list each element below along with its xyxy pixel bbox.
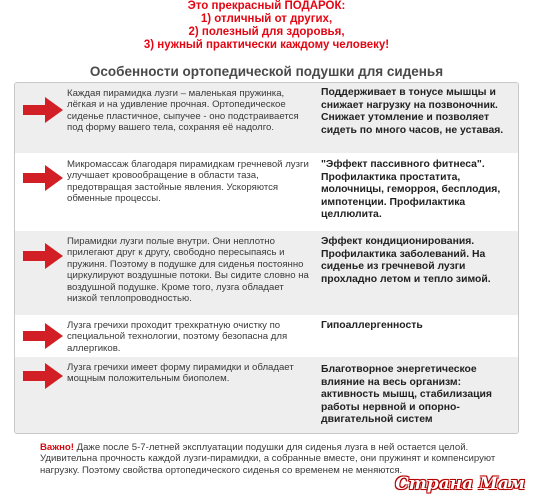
headline-line-1: Это прекрасный ПОДАРОК: xyxy=(187,0,346,12)
feature-row-2 xyxy=(15,153,518,231)
feature-row-5 xyxy=(15,357,518,434)
feature-benefit: Гипоаллергенность xyxy=(321,320,423,331)
important-note-text: Даже после 5-7-летней эксплуатации подушки для сиденья лузга в ней остается целой. Удивительна прочность каждой лузги-пирамидки, а собранные вместе, они пружинят и компенсируют нагрузку. Поэтому свойства ортопедического сиденья со временем не меняются. xyxy=(40,442,496,476)
site-watermark-logo: Страна Мам xyxy=(395,474,525,494)
feature-row-3 xyxy=(15,231,518,315)
important-label: Важно! xyxy=(40,442,74,453)
important-note xyxy=(40,442,510,476)
headline-line-4: 3) нужный практически каждому человеку! xyxy=(143,39,390,51)
feature-description: Микромассаж благодаря пирамидкам гречневой лузги улучшает кровообращение в области таза, предотвращая застойные явления. Ускоряются обменные процессы. xyxy=(67,159,309,205)
feature-benefit: Поддерживает в тонусе мышцы и снижает нагрузку на позвоночник. Снижает утомление и позволяет сидеть по много часов, не уставая. xyxy=(321,87,504,136)
arrow-right-icon xyxy=(21,163,65,193)
feature-row-1 xyxy=(15,83,518,153)
feature-description: Каждая пирамидка лузги – маленькая пружинка, лёгкая и на удивление прочная. Ортопедическое сиденье пластичное, сыпучее - оно подстраивается под форму вашего тела, сохраняя её надолго. xyxy=(67,88,299,134)
feature-description: Лузга гречихи проходит трехкратную очистку по специальной технологии, поэтому безопасна для аллергиков. xyxy=(67,320,288,354)
arrow-right-icon xyxy=(21,321,65,351)
feature-benefit: Эффект кондиционирования. Профилактика заболеваний. На сиденье из гречневой лузги прохладно летом и тепло зимой. xyxy=(321,236,491,285)
feature-benefit: Благотворное энергетическое влияние на весь организм: активность мышц, стабилизация работы нервной и опорно-двигательной систем xyxy=(321,364,492,426)
feature-description: Лузга гречихи имеет форму пирамидки и обладает мощным положительным биополем. xyxy=(67,362,294,385)
headline-line-2: 1) отличный от других, xyxy=(200,13,333,25)
arrow-right-icon xyxy=(21,361,65,391)
feature-row-4 xyxy=(15,315,518,357)
feature-description: Пирамидки лузги полые внутри. Они неплотно прилегают друг к другу, свободно пересыпаясь и пружиня. Поэтому в подушке для сиденья постоянно циркулируют воздушные потоки. Вы сидите словно на воздушной подушке. Кроме того, лузга обладает низкой теплопроводностью. xyxy=(67,236,309,305)
headline-line-3: 2) полезный для здоровья, xyxy=(188,26,345,38)
page-title: Особенности ортопедической подушки для сиденья xyxy=(89,64,444,79)
features-table xyxy=(14,82,519,434)
arrow-right-icon xyxy=(21,241,65,271)
gift-headline xyxy=(0,0,533,52)
feature-benefit: "Эффект пассивного фитнеса". Профилактика простатита, молочницы, геморроя, бесплодия, импотенции. Профилактика целлюлита. xyxy=(321,159,501,221)
arrow-right-icon xyxy=(21,95,65,125)
